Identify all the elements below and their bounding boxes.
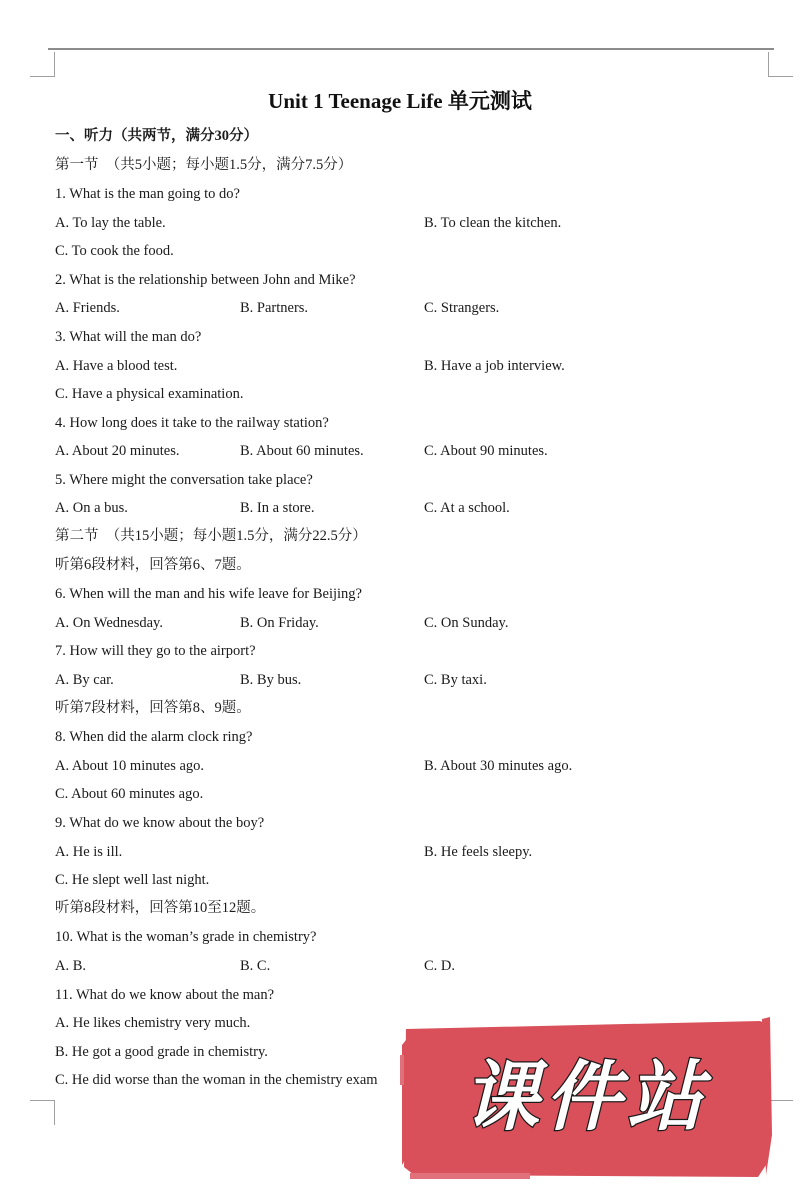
crop-mark-bottom-left — [30, 1100, 55, 1125]
option-a: A. B. — [55, 958, 87, 974]
option-c: C. By taxi. — [424, 672, 487, 688]
option-a: A. By car. — [55, 672, 114, 688]
option-c: C. About 60 minutes ago. — [55, 786, 204, 802]
question: 3. What will the man do? — [55, 329, 202, 345]
question: 11. What do we know about the man? — [55, 987, 275, 1003]
option-b: B. About 60 minutes. — [240, 443, 364, 459]
instruction: 听第8段材料，回答第10至12题。 — [55, 900, 266, 916]
section-heading: 一、听力（共两节，满分30分） — [55, 128, 258, 144]
option-c: C. Strangers. — [424, 300, 500, 316]
option-b: B. He feels sleepy. — [424, 844, 533, 860]
option-a: A. About 20 minutes. — [55, 443, 180, 459]
option-b: B. C. — [240, 958, 271, 974]
question: 5. Where might the conversation take place? — [55, 472, 313, 488]
option-c: C. D. — [424, 958, 456, 974]
option-c: C. About 90 minutes. — [424, 443, 548, 459]
part-heading: 第一节 （共5小题；每小题1.5分，满分7.5分） — [55, 157, 353, 173]
option-a: A. He is ill. — [55, 844, 123, 860]
option-a: A. He likes chemistry very much. — [55, 1015, 251, 1031]
option-c: C. On Sunday. — [424, 615, 509, 631]
question: 7. How will they go to the airport? — [55, 643, 256, 659]
option-b: B. To clean the kitchen. — [424, 215, 562, 231]
option-c: C. Have a physical examination. — [55, 386, 244, 402]
option-c: C. At a school. — [424, 500, 510, 516]
option-c: C. He slept well last night. — [55, 872, 210, 888]
option-b: B. About 30 minutes ago. — [424, 758, 573, 774]
question: 1. What is the man going to do? — [55, 186, 240, 202]
crop-mark-top-right — [768, 52, 793, 77]
option-b: B. Partners. — [240, 300, 309, 316]
option-a: A. To lay the table. — [55, 215, 166, 231]
question: 10. What is the woman’s grade in chemistry? — [55, 929, 317, 945]
option-a: A. Friends. — [55, 300, 120, 316]
question: 4. How long does it take to the railway station? — [55, 415, 329, 431]
question: 8. When did the alarm clock ring? — [55, 729, 253, 745]
option-b: B. By bus. — [240, 672, 302, 688]
option-c: C. He did worse than the woman in the chemistry exam — [55, 1072, 378, 1088]
watermark-text: 课件站 — [463, 1052, 709, 1141]
option-b: B. Have a job interview. — [424, 358, 565, 374]
question: 6. When will the man and his wife leave for Beijing? — [55, 586, 362, 602]
watermark-stamp — [400, 1015, 772, 1183]
page-title: Unit 1 Teenage Life 单元测试 — [268, 89, 532, 113]
option-a: A. On Wednesday. — [55, 615, 163, 631]
option-c: C. To cook the food. — [55, 243, 174, 259]
header-rule — [48, 48, 774, 50]
option-b: B. He got a good grade in chemistry. — [55, 1044, 268, 1060]
question: 9. What do we know about the boy? — [55, 815, 265, 831]
instruction: 听第6段材料，回答第6、7题。 — [55, 557, 251, 573]
option-b: B. On Friday. — [240, 615, 319, 631]
option-a: A. On a bus. — [55, 500, 128, 516]
option-a: A. About 10 minutes ago. — [55, 758, 205, 774]
option-a: A. Have a blood test. — [55, 358, 178, 374]
part-heading: 第二节 （共15小题；每小题1.5分，满分22.5分） — [55, 528, 367, 544]
question: 2. What is the relationship between John and Mike? — [55, 272, 356, 288]
crop-mark-top-left — [30, 52, 55, 77]
option-b: B. In a store. — [240, 500, 315, 516]
instruction: 听第7段材料，回答第8、9题。 — [55, 700, 251, 716]
